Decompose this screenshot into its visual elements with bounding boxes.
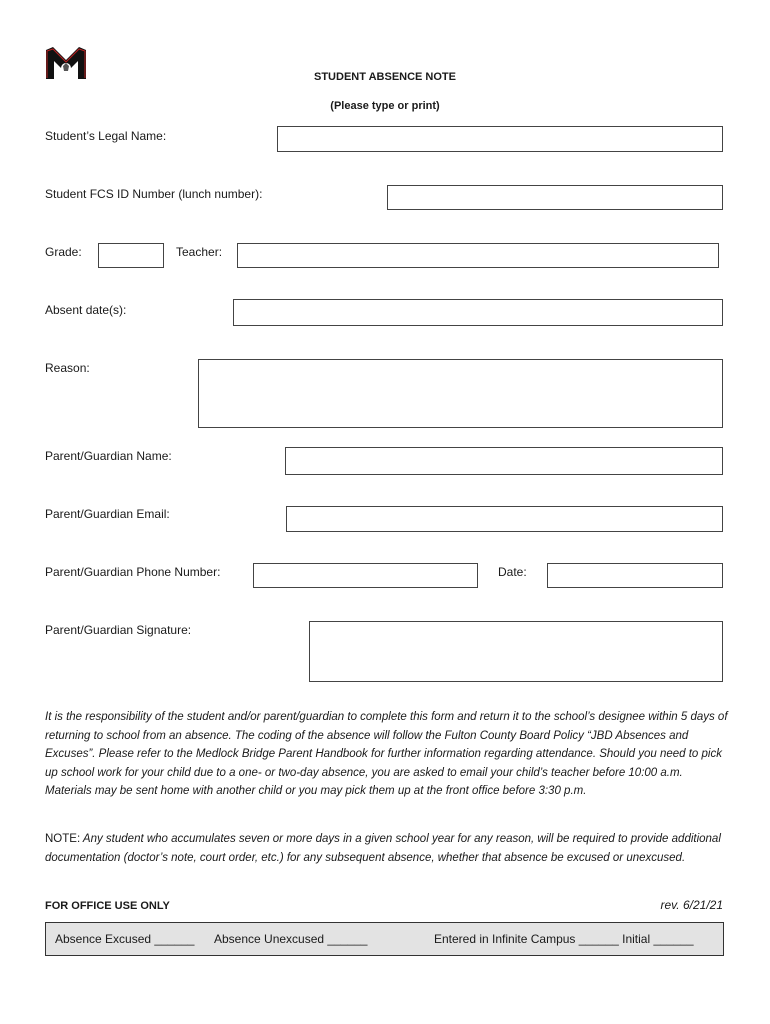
grade-label: Grade:	[45, 245, 82, 259]
parent-phone-label: Parent/Guardian Phone Number:	[45, 565, 221, 579]
fcs-id-label: Student FCS ID Number (lunch number):	[45, 187, 263, 201]
absence-unexcused: Absence Unexcused ______	[214, 932, 368, 946]
legal-name-label: Student’s Legal Name:	[45, 129, 167, 143]
entered-infinite-campus: Entered in Infinite Campus ______ Initial ______	[434, 932, 694, 946]
date-field[interactable]	[547, 563, 723, 588]
form-title: STUDENT ABSENCE NOTE	[314, 71, 456, 83]
absent-dates-label: Absent date(s):	[45, 303, 127, 317]
signature-field[interactable]	[309, 621, 723, 682]
note-label: NOTE:	[45, 833, 81, 845]
note-paragraph	[45, 830, 730, 867]
revision-date: rev. 6/21/21	[660, 898, 723, 912]
office-use-box	[45, 922, 724, 956]
parent-email-field[interactable]	[286, 506, 723, 532]
date-label: Date:	[498, 565, 527, 579]
legal-name-field[interactable]	[277, 126, 723, 152]
signature-label: Parent/Guardian Signature:	[45, 623, 192, 637]
fcs-id-field[interactable]	[387, 185, 723, 210]
office-use-title: FOR OFFICE USE ONLY	[45, 900, 170, 912]
responsibility-paragraph: It is the responsibility of the student and/or parent/guardian to complete this form and return it to the school’s designee within 5 days of returning to school from an absence. The coding of the absence will follow the Fulton County Board Policy “JBD Absences and Excuses”. Please refer to the Medlock Bridge Parent Handbook for further information regarding attendance. Should you need to pick up school work for your child due to a one- or two-day absence, you are asked to email your child’s teacher before 10:00 a.m. Materials may be sent home with another child or you may pick them up at the front office before 3:30 p.m.	[45, 711, 728, 797]
parent-email-label: Parent/Guardian Email:	[45, 507, 170, 521]
form-subtitle: (Please type or print)	[330, 100, 440, 112]
note-text: Any student who accumulates seven or more days in a given school year for any reason, will be required to provide additional documentation (doctor’s note, court order, etc.) for any subsequent absence, whether that absence be excused or unexcused.	[45, 833, 721, 864]
parent-name-field[interactable]	[285, 447, 723, 475]
teacher-field[interactable]	[237, 243, 719, 268]
parent-phone-field[interactable]	[253, 563, 478, 588]
teacher-label: Teacher:	[176, 245, 223, 259]
parent-name-label: Parent/Guardian Name:	[45, 449, 172, 463]
reason-label: Reason:	[45, 361, 90, 375]
reason-field[interactable]	[198, 359, 723, 428]
absence-excused: Absence Excused ______	[55, 932, 195, 946]
absent-dates-field[interactable]	[233, 299, 723, 326]
grade-field[interactable]	[98, 243, 164, 268]
